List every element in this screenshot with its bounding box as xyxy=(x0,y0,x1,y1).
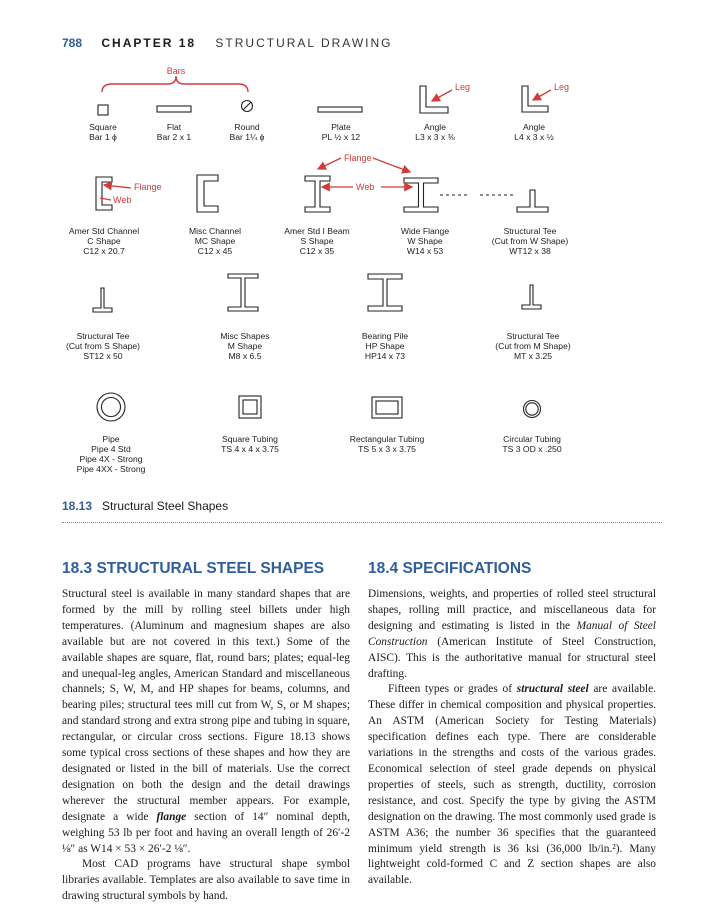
row3-line: HP14 x 73 xyxy=(364,351,406,361)
section-heading-18-4: 18.4 SPECIFICATIONS xyxy=(368,560,532,577)
row2-line: C12 x 35 xyxy=(299,246,335,256)
row2-line: Amer Std Channel xyxy=(68,226,140,236)
body-paragraph: Dimensions, weights, and properties of rolled steel structural shapes, rolling mill practice, and miscellaneous data for designing and estimating is listed in the Manual of Steel Construction (American Institute of Steel Construction, AISC). This is the authoritative manual for structural steel drafting. xyxy=(368,588,656,680)
row2-line: Misc Channel xyxy=(188,226,242,236)
row1-name: Round xyxy=(234,122,260,132)
row4-line: Pipe xyxy=(102,434,120,444)
row1-spec: L4 x 3 x ½ xyxy=(514,132,554,142)
row2-line: MC Shape xyxy=(194,236,236,246)
row1-name: Plate xyxy=(331,122,351,132)
body-paragraph: Structural steel is available in many standard shapes that are formed by the mill by rolling steel billets under high temperatures. (Aluminum and magnesium shapes are also available but are not covered in this text.) Some of the available shapes are square, flat, round bars; plates; equal-leg and unequal-leg angles, American Standard and miscellaneous channels; S, W, M, and HP shapes for beams, columns, and bearing piles; structural tees mill cut from W, S, or M shapes; and standard strong and extra strong pipe and tubing in square, rectangular, or circular cross sections. Figure 18.13 shows some typical cross sections of these shapes and how they are designated or listed in the bill of materials. Use the correct designation on both the design and the detail drawings wherever the structural member appears. For example, designate a wide flange section of 14″ nominal depth, weighing 53 lb per foot and having an overall length of 26′-2 ⅛″ as W14 × 53 × 26′-2 ⅛″. xyxy=(62,588,350,855)
row1-name: Flat xyxy=(166,122,182,132)
row3-line: Structural Tee xyxy=(76,331,130,341)
row2-line: W Shape xyxy=(407,236,443,246)
row2-line: Amer Std I Beam xyxy=(284,226,350,236)
section-heading-18-3: 18.3 STRUCTURAL STEEL SHAPES xyxy=(62,560,325,577)
row1-spec: L3 x 3 x ⅜ xyxy=(415,132,455,142)
row2-line: C12 x 20.7 xyxy=(83,246,125,256)
row3-line: M Shape xyxy=(227,341,263,351)
row1-spec: Bar 2 x 1 xyxy=(156,132,192,142)
row3-line: Structural Tee xyxy=(506,331,560,341)
row1-name: Angle xyxy=(424,122,446,132)
row2-line: W14 x 53 xyxy=(406,246,444,256)
w-shape xyxy=(404,178,438,212)
bars-bracket xyxy=(102,76,248,92)
web-label-w: Web xyxy=(356,182,375,192)
figure-caption xyxy=(62,499,228,513)
row3-line: MT x 3.25 xyxy=(513,351,553,361)
row1-name: Angle xyxy=(523,122,545,132)
emphasis: structural steel xyxy=(516,683,589,696)
row1-spec: PL ½ x 12 xyxy=(321,132,361,142)
row2-line: Wide Flange xyxy=(400,226,450,236)
leg-label-1: Leg xyxy=(455,82,471,92)
s-beam-shape xyxy=(305,176,330,212)
web-label-c: Web xyxy=(113,195,132,205)
row2-line: WT12 x 38 xyxy=(509,246,551,256)
row1-spec: Bar 1¼ ϕ xyxy=(229,132,265,142)
row4-line: Circular Tubing xyxy=(503,434,561,444)
row4-line: Pipe 4 Std xyxy=(91,444,131,454)
chapter-title: STRUCTURAL DRAWING xyxy=(215,36,393,50)
row2-line: C Shape xyxy=(87,236,121,246)
row3-line: Bearing Pile xyxy=(361,331,409,341)
section-structural-steel-shapes xyxy=(62,560,350,905)
plate-shape xyxy=(318,107,362,112)
chapter-label: CHAPTER 18 xyxy=(101,36,197,50)
leg-label-2: Leg xyxy=(554,82,570,92)
row3-line: (Cut from S Shape) xyxy=(65,341,141,351)
row3-line: ST12 x 50 xyxy=(83,351,123,361)
square-tubing-shape xyxy=(239,396,261,418)
row1-spec: Bar 1 ϕ xyxy=(89,132,117,142)
row3-line: HP Shape xyxy=(365,341,405,351)
row2-line: S Shape xyxy=(300,236,334,246)
emphasis: Manual of Steel Construction xyxy=(368,619,656,648)
flat-bar-shape xyxy=(157,106,191,112)
body-paragraph: Most CAD programs have structural shape symbol libraries available. Templates are also available to save time in drawing structural symbols by hand. xyxy=(62,858,350,903)
c-channel-shape xyxy=(96,177,112,210)
hp-shape xyxy=(368,274,402,311)
square-bar-shape xyxy=(98,105,108,115)
wt-shape xyxy=(517,190,548,212)
row4-line: TS 3 OD x .250 xyxy=(502,444,562,454)
row3-line: (Cut from M Shape) xyxy=(495,341,571,351)
row4-line: Square Tubing xyxy=(222,434,278,444)
figure-number: 18.13 xyxy=(62,499,93,513)
page-number: 788 xyxy=(62,36,83,50)
body-paragraph: Fifteen types or grades of structural steel are available. These differ in chemical composition and physical properties. An ASTM (American Society for Testing Materials) specification defines each type. There are considerable variations in the strengths and costs of the various grades. Economical selection of steel grade depends on physical properties of steels, such as strength, ductility, corrosion resistance, and cost. Specify the type by giving the ASTM designation on the drawing. The most commonly used grade is ASTM A36; the number 36 specifies that the guaranteed minimum yield strength is 36 ksi (36,000 lb/in.²). Many lightweight cold-formed C and Z section shapes are also available. xyxy=(368,683,656,887)
caption-divider xyxy=(62,522,662,523)
m-shape xyxy=(228,274,258,311)
row3-line: Misc Shapes xyxy=(220,331,270,341)
row4-line: Rectangular Tubing xyxy=(349,434,425,444)
row2-line: C12 x 45 xyxy=(197,246,233,256)
bars-label: Bars xyxy=(166,66,186,76)
row2-line: (Cut from W Shape) xyxy=(491,236,569,246)
section-specifications xyxy=(368,560,656,889)
flange-label-c: Flange xyxy=(134,182,162,192)
flange-label-s: Flange xyxy=(344,153,372,163)
row3-line: M8 x 6.5 xyxy=(228,351,262,361)
figure-caption-text: Structural Steel Shapes xyxy=(102,499,229,513)
mt-shape xyxy=(522,285,541,309)
mc-channel-shape xyxy=(197,175,218,212)
row4-line: Pipe 4XX - Strong xyxy=(76,464,146,474)
st-shape xyxy=(93,288,112,312)
emphasis: flange xyxy=(156,810,187,823)
row4-line: TS 5 x 3 x 3.75 xyxy=(358,444,416,454)
row2-line: Structural Tee xyxy=(503,226,557,236)
row1-name: Square xyxy=(89,122,117,132)
row4-line: TS 4 x 4 x 3.75 xyxy=(221,444,279,454)
row4-line: Pipe 4X - Strong xyxy=(79,454,143,464)
